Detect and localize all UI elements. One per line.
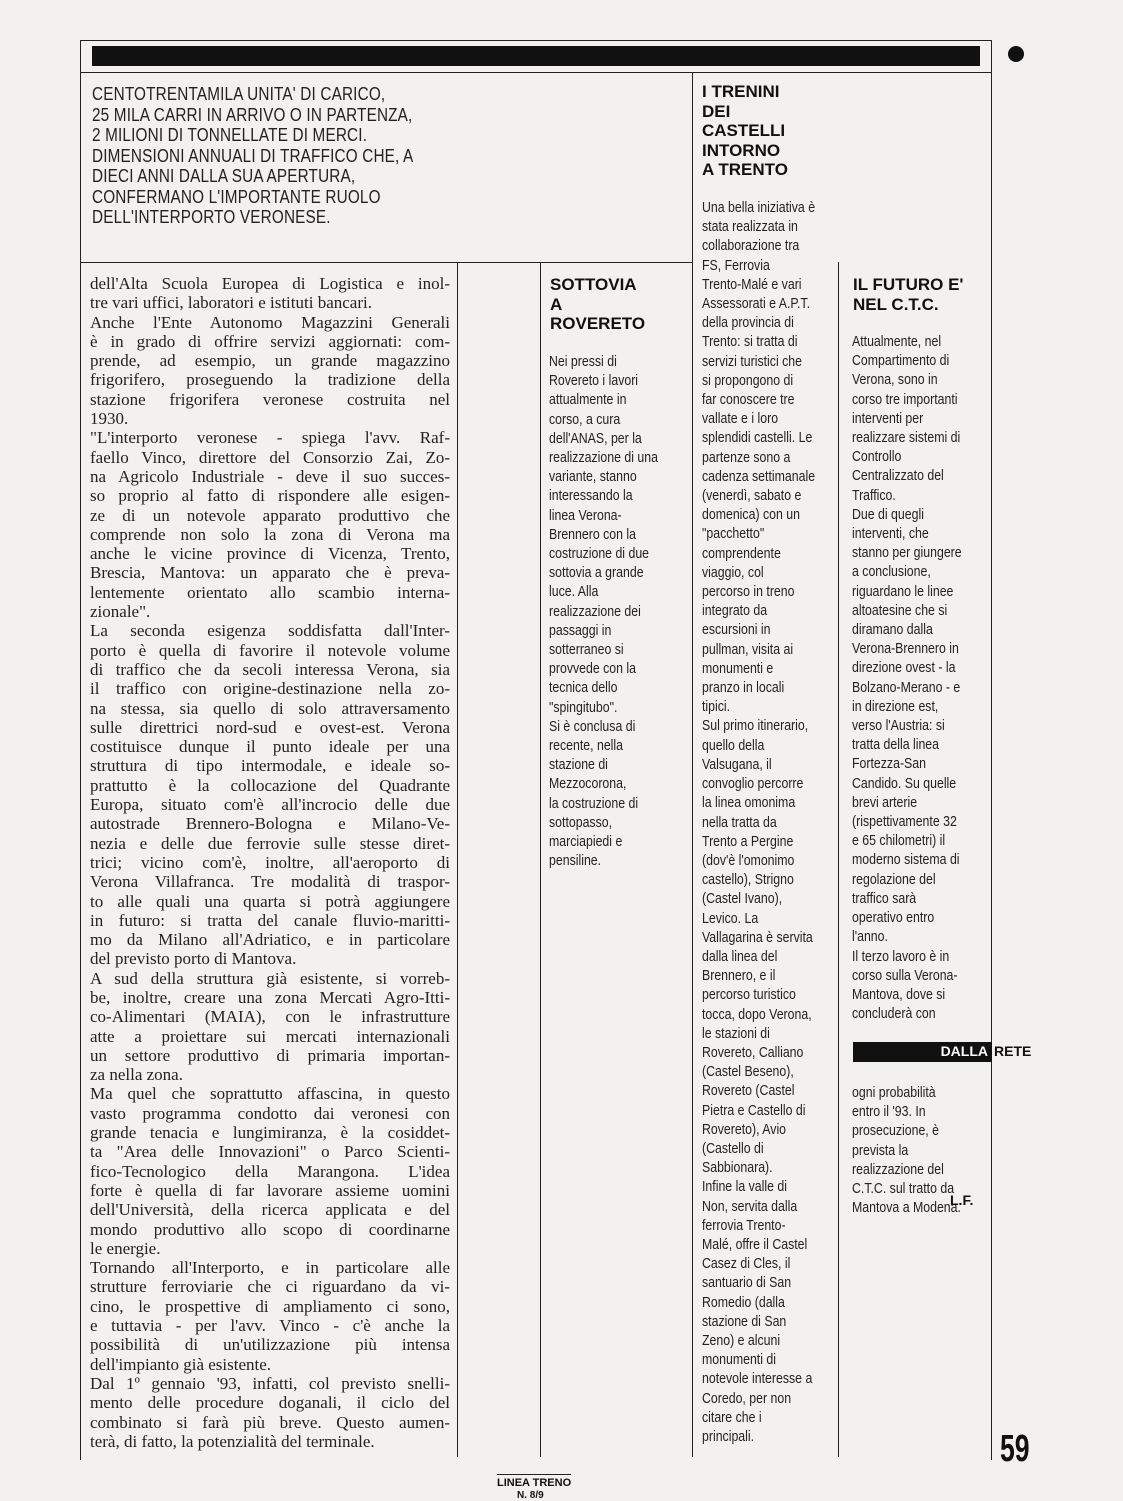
text-line: 2 MILIONI DI TONNELLATE DI MERCI. bbox=[92, 125, 368, 145]
text-line: zionale". bbox=[90, 602, 151, 622]
text-line: A TRENTO bbox=[702, 160, 788, 179]
text-line: Candido. Su quelle bbox=[852, 775, 957, 792]
text-line: pensiline. bbox=[549, 853, 602, 870]
text-line: (dov'è l'omonimo bbox=[702, 852, 795, 869]
text-line: Vallagarina è servita bbox=[702, 929, 813, 946]
text-line: comprendente bbox=[702, 545, 781, 562]
text-line: costituisce dunque il punto ideale per una bbox=[90, 737, 450, 757]
text-line: marciapiedi e bbox=[549, 834, 623, 851]
text-line: cino, le prospettive di ampliamento ci sono, bbox=[90, 1296, 450, 1316]
text-line: l'anno. bbox=[852, 929, 888, 946]
text-line: Il terzo lavoro è in bbox=[852, 948, 950, 965]
text-line: struttura di tipo intermodale, e ideale so- bbox=[90, 756, 450, 776]
text-line: integrato da bbox=[702, 603, 768, 620]
text-line: Rovereto i lavori bbox=[549, 373, 639, 390]
text-line: convoglio percorre bbox=[702, 776, 804, 793]
text-line: il traffico con origine-destinazione nella zo- bbox=[90, 679, 450, 699]
text-line: tecnica dello bbox=[549, 680, 618, 697]
intro-lead bbox=[92, 84, 414, 228]
text-line: Centralizzato del bbox=[852, 468, 944, 485]
futuro-body bbox=[852, 333, 988, 1024]
text-line: anche le vicine province di Vicenza, Trento, bbox=[90, 544, 450, 564]
text-line: santuario di San bbox=[702, 1275, 792, 1292]
text-line: lentemente orientato allo scambio interna- bbox=[90, 582, 450, 602]
text-line: Levico. La bbox=[702, 910, 759, 927]
text-line: (Castello di bbox=[702, 1140, 764, 1157]
text-line: (venerdì, sabato e bbox=[702, 488, 802, 505]
text-line: INTORNO bbox=[702, 140, 781, 160]
text-line: è in grado di offrire servizi aggiornati: com- bbox=[90, 331, 450, 351]
text-line: NEL C.T.C. bbox=[853, 294, 939, 314]
text-line: Brescia, Mantova: un apparato che è preva- bbox=[90, 563, 450, 583]
text-line: Sabbionara). bbox=[702, 1160, 773, 1177]
footer-issue: N. 8/9 bbox=[517, 1490, 544, 1501]
text-line: realizzazione dei bbox=[549, 603, 641, 620]
text-line: e tuttavia - per l'avv. Vinco - c'è anche la bbox=[90, 1316, 450, 1336]
text-line: dell'ANAS, per la bbox=[549, 430, 642, 447]
text-line: Traffico. bbox=[852, 487, 896, 504]
text-line: mento delle procedure doganali, il ciclo del bbox=[90, 1393, 450, 1413]
text-line: za nella zona. bbox=[90, 1065, 183, 1085]
text-line: frigorifero, proseguendo la tradizione della bbox=[90, 370, 450, 390]
column-rule bbox=[838, 262, 839, 1457]
text-line: terà, di fatto, la potenzialità del terminale. bbox=[90, 1431, 375, 1451]
text-line: sotterraneo si bbox=[549, 642, 624, 659]
text-line: recente, nella bbox=[549, 738, 624, 755]
text-line: Trento: si tratta di bbox=[702, 334, 798, 351]
text-line: interventi per bbox=[852, 410, 924, 427]
text-line: ze di un notevole apparato produttivo che bbox=[90, 505, 450, 525]
text-line: mo da Milano all'Adriatico, e in particolare bbox=[90, 930, 450, 950]
text-line: della provincia di bbox=[702, 315, 794, 332]
text-line: tipici. bbox=[702, 699, 731, 716]
text-line: prosecuzione, è bbox=[852, 1123, 940, 1140]
text-line: ferrovia Trento- bbox=[702, 1217, 786, 1234]
text-line: operativo entro bbox=[852, 910, 935, 927]
futuro-title bbox=[853, 275, 963, 314]
text-line: in direzione est, bbox=[852, 698, 939, 715]
text-line: Sul primo itinerario, bbox=[702, 718, 809, 735]
text-line: monumenti di bbox=[702, 1352, 776, 1369]
text-line: DELL'INTERPORTO VERONESE. bbox=[92, 207, 331, 227]
text-line: tratta della linea bbox=[852, 737, 940, 754]
text-line: concluderà con bbox=[852, 1006, 936, 1023]
text-line: possibilità di un'utilizzazione più intensa bbox=[90, 1335, 450, 1355]
text-line: domenica) con un bbox=[702, 507, 800, 524]
text-line: sulle direttrici nord-sud e ovest-est. Verona bbox=[90, 717, 450, 737]
text-line: stanno per giungere bbox=[852, 545, 962, 562]
text-line: la linea omonima bbox=[702, 795, 796, 812]
text-line: interessando la bbox=[549, 488, 633, 505]
text-line: prevista la bbox=[852, 1142, 909, 1159]
text-line: La seconda esigenza soddisfatta dall'Inter- bbox=[90, 621, 450, 641]
text-line: Una bella iniziativa è bbox=[702, 200, 816, 216]
text-line: Dal 1º gennaio '93, infatti, col previsto snelli- bbox=[90, 1373, 450, 1393]
text-line: monumenti e bbox=[702, 660, 774, 677]
text-line: Anche l'Ente Autonomo Magazzini Generali bbox=[90, 312, 450, 332]
section-tag-bar bbox=[853, 1042, 992, 1062]
column-rule bbox=[457, 262, 458, 1457]
text-line: ta "Area delle Innovazioni" o Parco Scienti- bbox=[90, 1142, 450, 1162]
text-line: dell'Alta Scuola Europea di Logistica e inol- bbox=[90, 274, 450, 293]
text-line: Europa, situato com'è all'incrocio delle due bbox=[90, 795, 450, 815]
text-line: luce. Alla bbox=[549, 584, 599, 601]
text-line: percorso turistico bbox=[702, 987, 796, 1004]
divider bbox=[80, 262, 692, 263]
text-line: Malé, offre il Castel bbox=[702, 1236, 808, 1253]
text-line: si propongono di bbox=[702, 372, 794, 389]
text-line: splendidi castelli. Le bbox=[702, 430, 813, 447]
text-line: dalla linea del bbox=[702, 948, 778, 965]
author-signature: L.F. bbox=[950, 1192, 974, 1208]
text-line: to alle quali una quarta si potrà aggiungere bbox=[90, 891, 450, 911]
section-tag-part1: DALLA bbox=[940, 1043, 988, 1059]
text-line: co-Alimentari (MAIA), con le infrastrutture bbox=[90, 1007, 450, 1027]
text-line: Casez di Cles, il bbox=[702, 1256, 791, 1273]
main-article-text bbox=[90, 274, 450, 1451]
text-line: brevi arterie bbox=[852, 794, 918, 811]
text-line: tocca, dopo Verona, bbox=[702, 1006, 812, 1023]
text-line: CONFERMANO L'IMPORTANTE RUOLO bbox=[92, 186, 381, 207]
text-line: servizi turistici che bbox=[702, 353, 802, 370]
text-line: far conoscere tre bbox=[702, 392, 795, 409]
text-line: "L'interporto veronese - spiega l'avv. Raf- bbox=[90, 428, 450, 448]
text-line: citare che i bbox=[702, 1409, 762, 1426]
text-line: linea Verona- bbox=[549, 507, 622, 524]
text-line: Mezzocorona, bbox=[549, 776, 627, 793]
text-line: faello Vinco, direttore del Consorzio Zai, Zo- bbox=[90, 447, 450, 467]
text-line: corso sulla Verona- bbox=[852, 967, 958, 984]
text-line: Coredo, per non bbox=[702, 1390, 792, 1407]
text-line: Brennero, e il bbox=[702, 968, 776, 985]
text-line: in futuro: si tratta del canale fluvio-maritti- bbox=[90, 910, 450, 930]
footer-magazine: LINEA TRENO bbox=[497, 1474, 571, 1489]
text-line: forte è quella di far lavorare assieme uomini bbox=[90, 1180, 450, 1200]
text-line: le energie. bbox=[90, 1238, 161, 1258]
text-line: 25 MILA CARRI IN ARRIVO O IN PARTENZA, bbox=[92, 104, 413, 125]
text-line: IL FUTURO E' bbox=[853, 275, 964, 294]
text-line: passaggi in bbox=[549, 622, 612, 639]
text-line: so proprio al fatto di rispondere alle esigen- bbox=[90, 486, 450, 506]
text-line: interventi, che bbox=[852, 526, 929, 543]
text-line: (Castel Ivano), bbox=[702, 891, 783, 908]
text-line: DIECI ANNI DALLA SUA APERTURA, bbox=[92, 166, 356, 186]
text-line: FS, Ferrovia bbox=[702, 257, 770, 274]
page-number: 59 bbox=[1000, 1428, 1030, 1470]
text-line: I TRENINI bbox=[702, 82, 780, 101]
text-line: quello della bbox=[702, 737, 765, 754]
text-line: Bolzano-Merano - e bbox=[852, 679, 961, 696]
text-line: prende, ad esempio, un grande magazzino bbox=[90, 351, 450, 371]
text-line: nezia e delle due ferrovie sulle stesse diret- bbox=[90, 833, 450, 853]
text-line: Tornando all'Interporto, e in particolare alle bbox=[90, 1258, 450, 1278]
trenini-title bbox=[702, 82, 788, 180]
section-tag-part2: RETE bbox=[994, 1043, 1032, 1059]
divider bbox=[80, 72, 992, 73]
text-line: be, inoltre, creare una zona Mercati Agro-Itti- bbox=[90, 987, 450, 1007]
text-line: stazione di San bbox=[702, 1313, 787, 1330]
text-line: corso, a cura bbox=[549, 411, 621, 428]
bullet-dot bbox=[1008, 46, 1024, 62]
text-line: vallate e i loro bbox=[702, 411, 779, 428]
text-line: (rispettivamente 32 bbox=[852, 814, 957, 831]
text-line: Attualmente, nel bbox=[852, 334, 942, 350]
text-line: Mantova a Modena. bbox=[852, 1200, 961, 1217]
text-line: e 65 chilometri) il bbox=[852, 833, 946, 850]
text-line: A sud della struttura già esistente, si vorreb- bbox=[90, 968, 450, 988]
text-line: realizzazione del bbox=[852, 1161, 944, 1178]
text-line: Ma quel che soprattutto affascina, in questo bbox=[90, 1084, 450, 1104]
text-line: autostrade Brennero-Bologna e Milano-Ve- bbox=[90, 814, 450, 834]
text-line: "spingitubo". bbox=[549, 699, 618, 716]
text-line: tre vari uffici, laboratori e istituti bancari. bbox=[90, 293, 372, 313]
text-line: grande tenacia e lungimiranza, è la cosiddet- bbox=[90, 1123, 450, 1143]
text-line: Verona-Brennero in bbox=[852, 641, 959, 658]
text-line: realizzare sistemi di bbox=[852, 430, 961, 447]
text-line: percorso in treno bbox=[702, 584, 795, 601]
text-line: Zeno) e alcuni bbox=[702, 1332, 781, 1349]
text-line: na Agricolo Industriale - deve il suo succes- bbox=[90, 466, 450, 486]
text-line: A bbox=[550, 294, 563, 314]
text-line: DEI bbox=[702, 101, 731, 121]
text-line: entro il '93. In bbox=[852, 1104, 926, 1121]
text-line: diramano dalla bbox=[852, 622, 933, 639]
text-line: Verona Villafranca. Tre modalità di traspor- bbox=[90, 872, 450, 892]
rovereto-body bbox=[549, 353, 677, 871]
text-line: SOTTOVIA bbox=[550, 275, 637, 294]
text-line: partenze sono a bbox=[702, 449, 791, 466]
text-line: Verona, sono in bbox=[852, 372, 938, 389]
text-line: ogni probabilità bbox=[852, 1085, 936, 1101]
text-line: escursioni in bbox=[702, 622, 771, 639]
text-line: Due di quegli bbox=[852, 506, 924, 523]
text-line: cadenza settimanale bbox=[702, 468, 816, 485]
text-line: mondo produttivo allo scopo di coordinarne bbox=[90, 1219, 450, 1239]
text-line: provvede con la bbox=[549, 661, 637, 678]
text-line: viaggio, col bbox=[702, 564, 764, 581]
text-line: del previsto porto di Mantova. bbox=[90, 949, 297, 969]
rovereto-title bbox=[550, 275, 645, 334]
text-line: ROVERETO bbox=[550, 314, 646, 333]
text-line: costruzione di due bbox=[549, 546, 650, 563]
text-line: un settore produttivo di primaria importan- bbox=[90, 1045, 450, 1065]
text-line: riguardano le linee bbox=[852, 583, 954, 600]
text-line: (Castel Beseno), bbox=[702, 1064, 794, 1081]
text-line: Pietra e Castello di bbox=[702, 1102, 806, 1119]
text-line: collaborazione tra bbox=[702, 238, 800, 255]
text-line: Romedio (dalla bbox=[702, 1294, 785, 1311]
text-line: attualmente in bbox=[549, 392, 627, 409]
text-line: sottovia a grande bbox=[549, 565, 644, 582]
text-line: Assessorati e A.P.T. bbox=[702, 296, 811, 313]
text-line: dell'impianto già esistente. bbox=[90, 1354, 272, 1374]
text-line: pullman, visita ai bbox=[702, 641, 794, 658]
text-line: Rovereto, Calliano bbox=[702, 1044, 804, 1061]
text-line: la costruzione di bbox=[549, 795, 639, 812]
text-line: Fortezza-San bbox=[852, 756, 926, 773]
text-line: traffico sarà bbox=[852, 890, 917, 907]
text-line: comprende non solo la zona di Verona ma bbox=[90, 524, 450, 544]
text-line: direzione ovest - la bbox=[852, 660, 956, 677]
text-line: le stazioni di bbox=[702, 1025, 770, 1042]
text-line: Controllo bbox=[852, 449, 902, 466]
column-rule bbox=[692, 72, 693, 1457]
text-line: realizzazione di una bbox=[549, 450, 658, 467]
text-line: Brennero con la bbox=[549, 526, 637, 543]
text-line: Rovereto (Castel bbox=[702, 1083, 795, 1100]
text-line: nella tratta da bbox=[702, 814, 777, 831]
text-line: altoatesine che si bbox=[852, 602, 948, 619]
text-line: Trento a Pergine bbox=[702, 833, 794, 850]
text-line: combinato si farà più breve. Questo aumen- bbox=[90, 1412, 450, 1432]
text-line: fico-Tecnologico della Marangona. L'idea bbox=[90, 1161, 450, 1181]
text-line: vasto programma condotto dai veronesi con bbox=[90, 1103, 450, 1123]
text-line: atte a proiettare sui mercati internazionali bbox=[90, 1026, 450, 1046]
text-line: prattutto è la collocazione del Quadrante bbox=[90, 775, 450, 795]
text-line: stata realizzata in bbox=[702, 219, 798, 236]
text-line: Rovereto), Avio bbox=[702, 1121, 787, 1138]
text-line: pranzo in locali bbox=[702, 680, 785, 697]
text-line: stazione frigorifera veronese costruita nel bbox=[90, 389, 450, 409]
text-line: "pacchetto" bbox=[702, 526, 765, 543]
trenini-body bbox=[702, 199, 838, 1447]
text-line: Infine la valle di bbox=[702, 1179, 787, 1196]
text-line: di traffico che da secoli interessa Verona, sia bbox=[90, 659, 450, 679]
text-line: Compartimento di bbox=[852, 353, 950, 370]
text-line: 1930. bbox=[90, 409, 129, 429]
text-line: Valsugana, il bbox=[702, 756, 772, 773]
text-line: verso l'Austria: si bbox=[852, 718, 945, 735]
text-line: Non, servita dalla bbox=[702, 1198, 798, 1215]
text-line: Si è conclusa di bbox=[549, 718, 636, 735]
text-line: dell'Università, della ricerca applicata e del bbox=[90, 1200, 450, 1220]
text-line: a conclusione, bbox=[852, 564, 931, 581]
text-line: DIMENSIONI ANNUALI DI TRAFFICO CHE, A bbox=[92, 145, 414, 166]
text-line: Nei pressi di bbox=[549, 354, 617, 370]
text-line: CASTELLI bbox=[702, 121, 786, 140]
top-black-bar bbox=[92, 46, 980, 66]
text-line: porto è quella di favorire il notevole volume bbox=[90, 640, 450, 660]
text-line: strutture ferroviarie che ci riguardano da vi- bbox=[90, 1277, 450, 1297]
text-line: na stessa, sia quello di solo attraversamento bbox=[90, 698, 450, 718]
text-line: regolazione del bbox=[852, 871, 936, 888]
text-line: notevole interesse a bbox=[702, 1371, 813, 1388]
text-line: Trento-Malé e vari bbox=[702, 276, 802, 293]
text-line: variante, stanno bbox=[549, 469, 637, 486]
text-line: C.T.C. sul tratto da bbox=[852, 1181, 955, 1198]
text-line: castello), Strigno bbox=[702, 872, 794, 889]
text-line: principali. bbox=[702, 1429, 755, 1445]
text-line: trici; vicino com'è, inoltre, all'aeroporto di bbox=[90, 852, 450, 872]
text-line: CENTOTRENTAMILA UNITA' DI CARICO, bbox=[92, 84, 386, 104]
text-line: corso tre importanti bbox=[852, 391, 958, 408]
text-line: Mantova, dove si bbox=[852, 986, 946, 1003]
column-rule bbox=[540, 262, 541, 1457]
text-line: sottopasso, bbox=[549, 814, 613, 831]
text-line: stazione di bbox=[549, 757, 608, 774]
text-line: moderno sistema di bbox=[852, 852, 960, 869]
